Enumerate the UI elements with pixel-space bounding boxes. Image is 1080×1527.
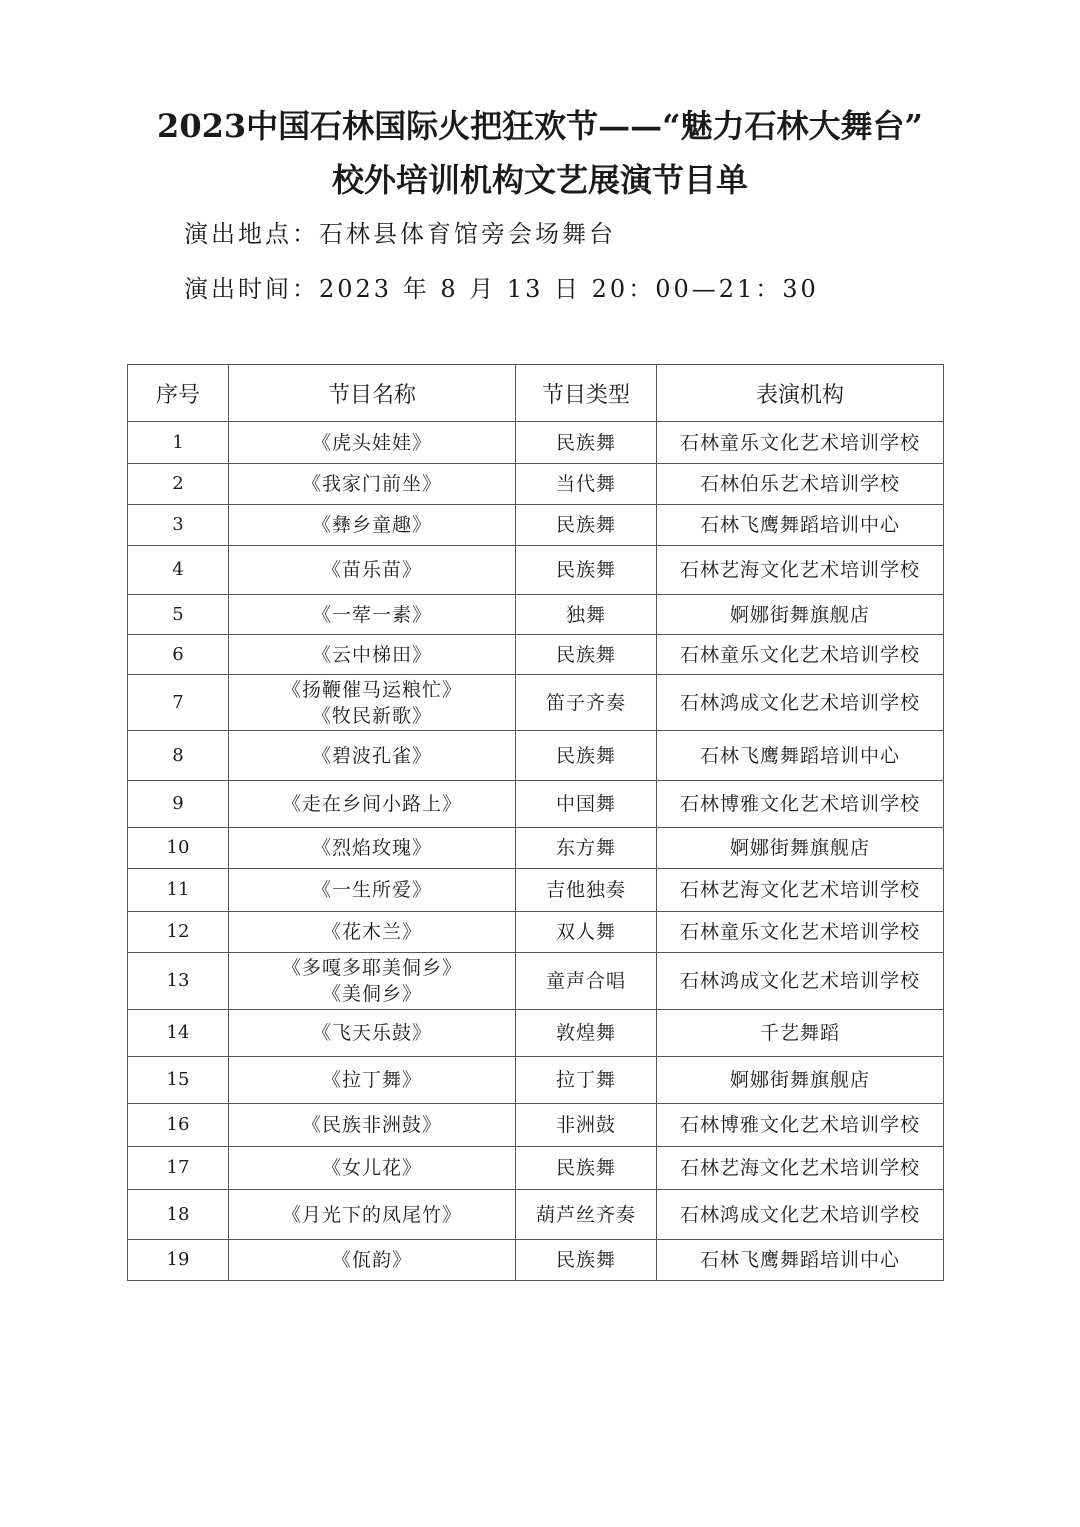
cell-program-name <box>229 781 516 828</box>
program-name-line: 《云中梯田》 <box>311 643 432 666</box>
time-line <box>184 273 819 305</box>
table-row <box>128 464 944 505</box>
cell-program-type: 民族舞 <box>516 422 657 464</box>
cell-program-name <box>229 1010 516 1057</box>
cell-organization: 石林鸿成文化艺术培训学校 <box>657 1190 944 1240</box>
table-row <box>128 731 944 781</box>
cell-organization: 石林童乐文化艺术培训学校 <box>657 422 944 464</box>
time-label: 演出时间： <box>184 275 319 303</box>
cell-no: 5 <box>128 595 229 635</box>
cell-program-name <box>229 1240 516 1281</box>
cell-organization: 石林艺海文化艺术培训学校 <box>657 869 944 912</box>
cell-no: 3 <box>128 505 229 546</box>
cell-no: 11 <box>128 869 229 912</box>
cell-no: 4 <box>128 546 229 595</box>
cell-organization: 石林童乐文化艺术培训学校 <box>657 635 944 675</box>
cell-program-type: 敦煌舞 <box>516 1010 657 1057</box>
cell-organization: 石林飞鹰舞蹈培训中心 <box>657 731 944 781</box>
cell-program-name <box>229 546 516 595</box>
cell-program-type: 当代舞 <box>516 464 657 505</box>
cell-program-name <box>229 731 516 781</box>
cell-program-type: 中国舞 <box>516 781 657 828</box>
table-body <box>128 422 944 1281</box>
cell-no: 15 <box>128 1057 229 1104</box>
table-row <box>128 1240 944 1281</box>
cell-program-name <box>229 422 516 464</box>
cell-organization: 石林博雅文化艺术培训学校 <box>657 781 944 828</box>
table-header-row <box>128 365 944 422</box>
program-name-line: 《佤韵》 <box>331 1249 412 1271</box>
page-subtitle: 校外培训机构文艺展演节目单 <box>331 161 748 199</box>
table-row <box>128 781 944 828</box>
cell-program-type: 独舞 <box>516 595 657 635</box>
cell-organization: 石林童乐文化艺术培训学校 <box>657 912 944 953</box>
cell-program-type: 民族舞 <box>516 546 657 595</box>
cell-no: 13 <box>128 953 229 1010</box>
cell-program-name <box>229 869 516 912</box>
program-name-line: 《虎头娃娃》 <box>311 431 432 454</box>
cell-organization: 千艺舞蹈 <box>657 1010 944 1057</box>
program-name-line: 《女儿花》 <box>321 1157 422 1179</box>
cell-organization: 婀娜街舞旗舰店 <box>657 1057 944 1104</box>
cell-program-name <box>229 635 516 675</box>
table-row <box>128 1147 944 1190</box>
cell-organization: 石林伯乐艺术培训学校 <box>657 464 944 505</box>
program-name-line: 《拉丁舞》 <box>321 1069 422 1091</box>
cell-program-type: 东方舞 <box>516 828 657 869</box>
cell-program-name <box>229 464 516 505</box>
program-name-line: 《苗乐苗》 <box>321 559 422 581</box>
cell-organization: 石林鸿成文化艺术培训学校 <box>657 953 944 1010</box>
table-row <box>128 635 944 675</box>
venue-value: 石林县体育馆旁会场舞台 <box>319 220 616 248</box>
program-name-line: 《扬鞭催马运粮忙》 <box>281 678 462 701</box>
program-name-line: 《烈焰玫瑰》 <box>311 837 432 859</box>
table-row <box>128 505 944 546</box>
program-name-line: 《飞天乐鼓》 <box>311 1022 432 1044</box>
table-row <box>128 675 944 731</box>
cell-program-type: 拉丁舞 <box>516 1057 657 1104</box>
cell-program-name <box>229 675 516 731</box>
table-row <box>128 595 944 635</box>
cell-program-name <box>229 1104 516 1147</box>
header-org: 表演机构 <box>657 365 944 422</box>
table-row <box>128 1104 944 1147</box>
program-name-line: 《牧民新歌》 <box>311 704 432 727</box>
header-no: 序号 <box>128 365 229 422</box>
program-name-line: 《月光下的凤尾竹》 <box>281 1203 462 1226</box>
cell-program-type: 民族舞 <box>516 635 657 675</box>
table-row <box>128 953 944 1010</box>
cell-organization: 婀娜街舞旗舰店 <box>657 828 944 869</box>
cell-program-type: 民族舞 <box>516 1147 657 1190</box>
program-name-line: 《碧波孔雀》 <box>311 744 432 767</box>
cell-program-name <box>229 912 516 953</box>
cell-program-name <box>229 828 516 869</box>
cell-program-type: 民族舞 <box>516 1240 657 1281</box>
cell-program-type: 笛子齐奏 <box>516 675 657 731</box>
cell-program-type: 非洲鼓 <box>516 1104 657 1147</box>
table-row <box>128 1010 944 1057</box>
program-name-line: 《走在乡间小路上》 <box>281 793 462 815</box>
cell-program-type: 童声合唱 <box>516 953 657 1010</box>
cell-no: 2 <box>128 464 229 505</box>
cell-program-name <box>229 505 516 546</box>
cell-organization: 石林飞鹰舞蹈培训中心 <box>657 1240 944 1281</box>
cell-no: 8 <box>128 731 229 781</box>
table-row <box>128 912 944 953</box>
table-row <box>128 1057 944 1104</box>
venue-label: 演出地点： <box>184 220 319 248</box>
venue-line <box>184 218 616 250</box>
cell-program-type: 民族舞 <box>516 505 657 546</box>
table-row <box>128 1190 944 1240</box>
cell-no: 14 <box>128 1010 229 1057</box>
cell-program-name <box>229 1057 516 1104</box>
cell-organization: 婀娜街舞旗舰店 <box>657 595 944 635</box>
header-name: 节目名称 <box>229 365 516 422</box>
cell-no: 6 <box>128 635 229 675</box>
cell-no: 9 <box>128 781 229 828</box>
cell-organization: 石林鸿成文化艺术培训学校 <box>657 675 944 731</box>
program-name-line: 《我家门前坐》 <box>301 473 442 495</box>
cell-organization: 石林博雅文化艺术培训学校 <box>657 1104 944 1147</box>
table-row <box>128 546 944 595</box>
cell-program-type: 吉他独奏 <box>516 869 657 912</box>
cell-program-name <box>229 1147 516 1190</box>
program-name-line: 《多嘎多耶美侗乡》 <box>281 957 462 979</box>
cell-program-name <box>229 1190 516 1240</box>
cell-no: 10 <box>128 828 229 869</box>
time-value: 2023 年 8 月 13 日 20：00—21：30 <box>319 275 819 303</box>
cell-program-type: 双人舞 <box>516 912 657 953</box>
cell-no: 19 <box>128 1240 229 1281</box>
cell-no: 7 <box>128 675 229 731</box>
cell-no: 12 <box>128 912 229 953</box>
cell-program-type: 葫芦丝齐奏 <box>516 1190 657 1240</box>
table-row <box>128 422 944 464</box>
cell-organization: 石林艺海文化艺术培训学校 <box>657 546 944 595</box>
program-name-line: 《一荤一素》 <box>311 603 432 626</box>
program-name-line: 《彝乡童趣》 <box>311 514 432 536</box>
program-name-line: 《民族非洲鼓》 <box>301 1114 442 1136</box>
cell-program-type: 民族舞 <box>516 731 657 781</box>
cell-organization: 石林飞鹰舞蹈培训中心 <box>657 505 944 546</box>
table-row <box>128 828 944 869</box>
program-name-line: 《花木兰》 <box>321 921 422 943</box>
cell-program-name <box>229 595 516 635</box>
cell-no: 17 <box>128 1147 229 1190</box>
cell-no: 1 <box>128 422 229 464</box>
cell-no: 16 <box>128 1104 229 1147</box>
cell-no: 18 <box>128 1190 229 1240</box>
cell-organization: 石林艺海文化艺术培训学校 <box>657 1147 944 1190</box>
program-name-line: 《美侗乡》 <box>321 983 422 1005</box>
page-title: 2023中国石林国际火把狂欢节——“魅力石林大舞台” <box>157 107 923 145</box>
cell-program-name <box>229 953 516 1010</box>
table-row <box>128 869 944 912</box>
program-name-line: 《一生所爱》 <box>311 879 432 901</box>
program-table <box>127 364 944 1281</box>
header-type: 节目类型 <box>516 365 657 422</box>
